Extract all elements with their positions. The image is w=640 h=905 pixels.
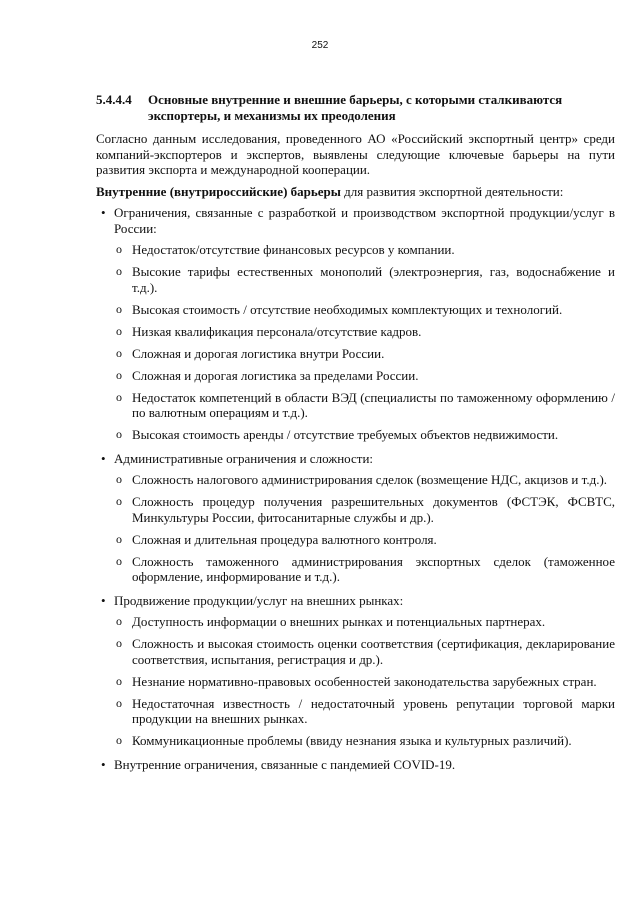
lead-bold-text: Внутренние (внутрироссийские) барьеры (96, 183, 341, 199)
barrier-item-text: Сложная и длительная процедура валютного контроля. (132, 531, 437, 547)
circle-bullet-icon: o (116, 553, 122, 568)
barrier-item-text: Незнание нормативно-правовых особенностей законодательства зарубежных стран. (132, 673, 597, 689)
intro-paragraph: Согласно данным исследования, проведенного АО «Российский экспортный центр» среди компаний-экспортеров и экспертов, выявлены следующие ключевые барьеры на пути развития экспорта и международной кооперации. (96, 131, 615, 177)
barrier-item-text: Сложная и дорогая логистика внутри России. (132, 345, 385, 361)
barrier-items-list (114, 614, 615, 749)
section-number: 5.4.4.4 (96, 92, 132, 107)
circle-bullet-icon: o (116, 673, 122, 688)
bullet-icon: • (101, 756, 106, 772)
barrier-group (96, 593, 615, 749)
barrier-item (114, 324, 615, 340)
circle-bullet-icon: o (116, 695, 122, 710)
circle-bullet-icon: o (116, 494, 122, 508)
circle-bullet-icon: o (116, 531, 122, 546)
circle-bullet-icon: o (116, 389, 122, 404)
bullet-icon: • (101, 450, 106, 466)
circle-bullet-icon: o (116, 636, 122, 650)
circle-bullet-icon: o (116, 264, 122, 278)
barrier-item (114, 264, 615, 295)
barrier-item (114, 472, 615, 488)
bullet-icon: • (101, 205, 106, 220)
barrier-item-text: Высокая стоимость аренды / отсутствие требуемых объектов недвижимости. (132, 427, 559, 442)
barrier-item (114, 733, 615, 749)
section-title: Основные внутренние и внешние барьеры, с которыми сталкиваются экспортеры, и механизмы их преодоления (148, 92, 563, 123)
circle-bullet-icon: o (116, 427, 122, 441)
barrier-group-label: Внутренние ограничения, связанные с пандемией COVID-19. (114, 756, 456, 772)
barrier-item (114, 390, 615, 421)
barrier-item (114, 427, 615, 443)
page-number: 252 (311, 40, 329, 51)
circle-bullet-icon: o (116, 301, 122, 316)
barrier-item-text: Сложность налогового администрирования сделок (возмещение НДС, акцизов и т.д.). (132, 472, 608, 487)
barrier-item (114, 532, 615, 548)
circle-bullet-icon: o (116, 472, 122, 486)
circle-bullet-icon: o (116, 345, 122, 360)
barrier-item (114, 554, 615, 585)
circle-bullet-icon: o (116, 614, 122, 628)
barrier-item-text: Низкая квалификация персонала/отсутствие кадров. (132, 323, 422, 339)
barrier-item-text: Сложность и высокая стоимость оценки соответствия (сертификация, декларирование соответствия, испытания, регистрация и др.). (132, 636, 615, 667)
bullet-icon: • (101, 592, 106, 608)
circle-bullet-icon: o (116, 733, 122, 747)
barrier-items-list (114, 472, 615, 585)
barrier-item (114, 696, 615, 727)
barrier-item-text: Недостаток/отсутствие финансовых ресурсов у компании. (132, 242, 455, 257)
barrier-item-text: Недостаток компетенций в области ВЭД (специалисты по таможенному оформлению / по валютным операциям и т.д.). (132, 389, 615, 420)
lead-rest-text: для развития экспортной деятельности: (340, 183, 564, 199)
barrier-item-text: Доступность информации о внешних рынках и потенциальных партнерах. (132, 614, 546, 629)
barrier-item (114, 242, 615, 258)
barrier-group (96, 205, 615, 443)
circle-bullet-icon: o (116, 242, 122, 256)
barrier-item-text: Коммуникационные проблемы (ввиду незнания языка и культурных различий). (132, 733, 572, 748)
barrier-item-text: Недостаточная известность / недостаточный уровень репутации торговой марки продукции на внешних рынках. (132, 695, 615, 726)
barrier-item (114, 368, 615, 384)
barrier-item (114, 346, 615, 362)
barrier-item-text: Сложная и дорогая логистика за пределами России. (132, 367, 419, 383)
barrier-item-text: Высокие тарифы естественных монополий (электроэнергия, газ, водоснабжение и т.д.). (132, 264, 615, 295)
barrier-items-list (114, 242, 615, 443)
barrier-item-text: Сложность процедур получения разрешительных документов (ФСТЭК, ФСВТС, Минкультуры России, фитосанитарные службы и др.). (132, 494, 615, 525)
barrier-group (96, 451, 615, 585)
barrier-item (114, 636, 615, 667)
barrier-group-label: Административные ограничения и сложности: (114, 450, 374, 466)
section-heading (96, 92, 615, 123)
barrier-item-text: Высокая стоимость / отсутствие необходимых комплектующих и технологий. (132, 301, 563, 317)
barrier-groups-list (96, 205, 615, 772)
barrier-item (114, 494, 615, 525)
page-content (96, 92, 615, 780)
barrier-group-label: Продвижение продукции/услуг на внешних рынках: (114, 592, 404, 608)
barrier-group-label: Ограничения, связанные с разработкой и производством экспортной продукции/услуг в России: (114, 205, 615, 236)
barrier-item (114, 302, 615, 318)
lead-paragraph (96, 184, 615, 200)
barrier-item-text: Сложность таможенного администрирования экспортных сделок (таможенное оформление, информирование и т.д.). (132, 553, 615, 584)
barrier-group (96, 757, 615, 773)
circle-bullet-icon: o (116, 367, 122, 382)
circle-bullet-icon: o (116, 323, 122, 338)
barrier-item (114, 614, 615, 630)
barrier-item (114, 674, 615, 690)
